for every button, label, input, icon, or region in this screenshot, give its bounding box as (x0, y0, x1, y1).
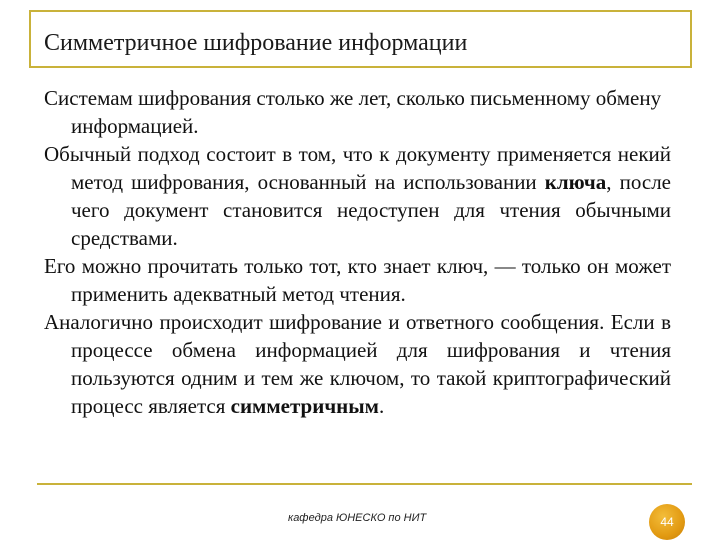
paragraph-2-bold-term: ключа (544, 170, 607, 194)
footer-caption: кафедра ЮНЕСКО по НИТ (288, 512, 427, 524)
paragraph-3-text: Его можно прочитать только тот, кто знает ключ, — только он может применить адекватный метод чтения. (44, 254, 671, 306)
title-frame-left (29, 10, 31, 67)
slide-title: Симметричное шифрование информации (44, 30, 468, 56)
paragraph-4-bold-term: симметричным (230, 394, 379, 418)
paragraph-4-tail: . (378, 394, 385, 418)
paragraph-1 (44, 84, 671, 140)
paragraph-4 (44, 308, 671, 420)
slide-body (44, 84, 671, 420)
paragraph-2-text: Обычный подход состоит в том, что к документу применяется некий метод шифрования, основанный на использовании (44, 142, 671, 194)
page-number-badge: 44 (649, 504, 685, 540)
paragraph-2-tail: , после чего документ становится недоступен для чтения обычными средствами. (71, 170, 671, 250)
title-frame-right (690, 10, 692, 67)
footer-divider (37, 483, 692, 485)
paragraph-1-text: Системам шифрования столько же лет, сколько письменному обмену информацией. (44, 86, 662, 138)
paragraph-2 (44, 140, 671, 252)
title-frame-top (29, 10, 692, 12)
paragraph-4-text: Аналогично происходит шифрование и ответного сообщения. Если в процессе обмена информацией для шифрования и чтения пользуются одним и тем же ключом, то такой криптографический процесс является (44, 310, 671, 418)
paragraph-3 (44, 252, 671, 308)
title-divider (29, 66, 692, 68)
